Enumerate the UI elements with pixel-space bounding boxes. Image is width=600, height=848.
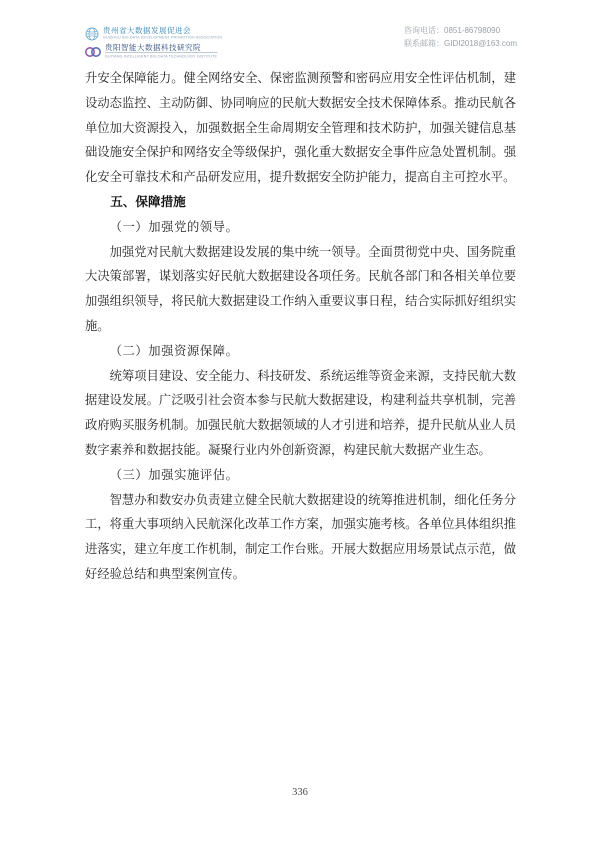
subsection-2-heading: （二）加强资源保障。: [109, 343, 239, 358]
association-logo: [85, 26, 235, 41]
contact-email-label: 联系邮箱：: [404, 38, 444, 48]
subsection-1-heading: （一）加强党的领导。: [109, 219, 239, 234]
globe-emblem-icon: [85, 27, 99, 41]
interlocked-rings-icon: [85, 46, 101, 58]
document-body: [85, 66, 516, 587]
contact-phone-number: 0851-86798090: [444, 26, 501, 35]
subsection-3-heading: （三）加强实施评估。: [109, 467, 239, 482]
section-heading: 五、保障措施: [110, 194, 186, 209]
contact-phone-line: [404, 25, 517, 38]
header-contact-block: [404, 25, 517, 50]
association-logo-subtitle: GUIZHOU BIG DATA DEVELOPMENT PROMOTION ASSOCIATION: [103, 35, 223, 40]
contact-email-address: GIDI2018@163.com: [444, 38, 518, 48]
header-logo-block: [85, 26, 235, 59]
paragraph-continued: 升安全保障能力。健全网络安全、保密监测预警和密码应用安全性评估机制，建设动态监控、主动防御、协同响应的民航大数据安全技术保障体系。推动民航各单位加大资源投入，加强数据全生命周期安全管理和技术防护，加强关键信息基础设施安全保护和网络安全等级保护，强化重大数据安全事件应急处置机制。强化安全可靠技术和产品研发应用，提升数据安全防护能力，提高自主可控水平。: [85, 71, 516, 185]
subsection-2-paragraph: 统筹项目建设、安全能力、科技研发、系统运维等资金来源，支持民航大数据建设发展。广泛吸引社会资本参与民航大数据建设，构建利益共享机制，完善政府购买服务机制。加强民航大数据领域的人才引进和培养，提升民航从业人员数字素养和数据技能。凝聚行业内外创新资源，构建民航大数据产业生态。: [85, 368, 516, 457]
contact-phone-label: 咨询电话：: [404, 26, 444, 35]
subsection-3-paragraph: 智慧办和数安办负责建立健全民航大数据建设的统筹推进机制，细化任务分工，将重大事项纳入民航深化改革工作方案，加强实施考核。各单位具体组织推进落实，建立年度工作机制，制定工作台账。开展大数据应用场景试点示范，做好经验总结和典型案例宣传。: [85, 492, 516, 581]
institute-logo-subtitle: GUIYANG INTELLIGENT BIG DATA TECHNOLOGY INSTITUTE: [105, 53, 218, 59]
institute-logo-name: 贵阳智能大数据科技研究院: [105, 43, 201, 52]
subsection-1-paragraph: 加强党对民航大数据建设发展的集中统一领导。全面贯彻党中央、国务院重大决策部署，谋划落实好民航大数据建设各项任务。民航各部门和各相关单位要加强组织领导，将民航大数据建设工作纳入重要议事日程，结合实际抓好组织实施。: [85, 244, 516, 333]
institute-logo: [85, 44, 235, 59]
contact-email-line: [404, 38, 517, 51]
association-logo-name: 贵州省大数据发展促进会: [103, 26, 191, 35]
page-number: 336: [292, 787, 308, 798]
